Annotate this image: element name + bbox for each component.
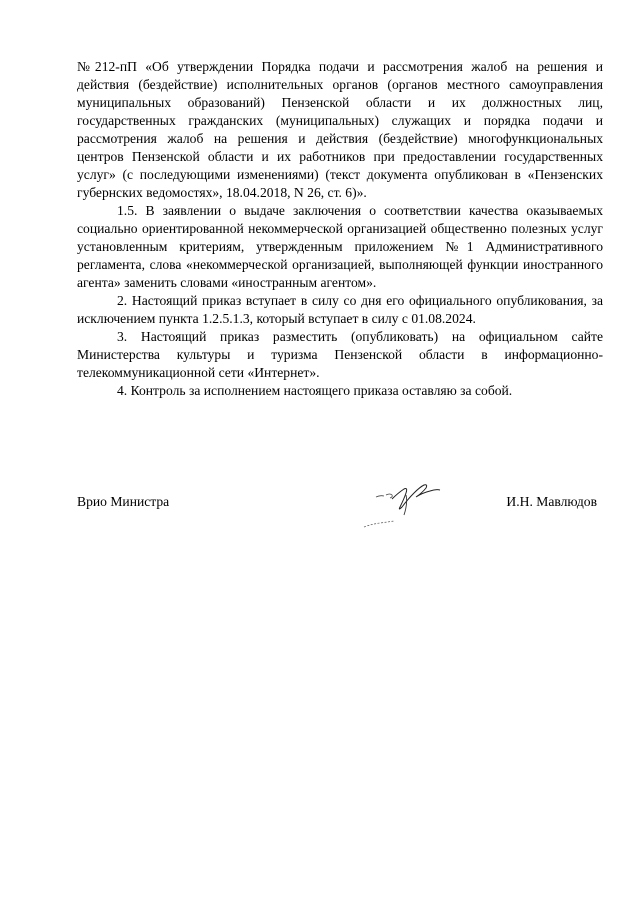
paragraph-item-4: 4. Контроль за исполнением настоящего приказа оставляю за собой. [117, 383, 513, 398]
paragraph-continuation: №212-пП «Об утверждении Порядка подачи и рассмотрения жалоб на решения и действия (бездействие) исполнительных органов (органов местного самоуправления муниципальных образований) Пензенской области и их должностных лиц, государственных гражданских (муниципальных) служащих и порядка подачи и рассмотрения жалоб на решения и действия (бездействие) многофункциональных центров Пензенской области и их работников при предоставлении государственных услуг» (с последующими изменениями) (текст документа опубликован в «Пензенских губернских ведомостях», 18.04.2018, N 26, ст. 6)». [77, 59, 603, 200]
paragraph-item-2: 2. Настоящий приказ вступает в силу со дня его официального опубликования, за исключением пункта 1.2.5.1.3, который вступает в силу с 01.08.2024. [77, 293, 603, 326]
signatory-name: И.Н. Мавлюдов [506, 494, 597, 509]
handwritten-signature-icon [362, 483, 482, 543]
document-body [77, 58, 603, 400]
signature-block [77, 493, 603, 553]
signatory-title: Врио Министра [77, 494, 170, 509]
paragraph-item-3: 3. Настоящий приказ разместить (опубликовать) на официальном сайте Министерства культуры и туризма Пензенской области в информационно-телекоммуникационной сети «Интернет». [77, 329, 603, 380]
paragraph-item-1-5: 1.5. В заявлении о выдаче заключения о соответствии качества оказываемых социально ориентированной некоммерческой организацией общественно полезных услуг установленным критериям, утвержденным приложением №1 Административного регламента, слова «некоммерческой организацией, выполняющей функции иностранного агента» заменить словами «иностранным агентом». [77, 203, 603, 290]
